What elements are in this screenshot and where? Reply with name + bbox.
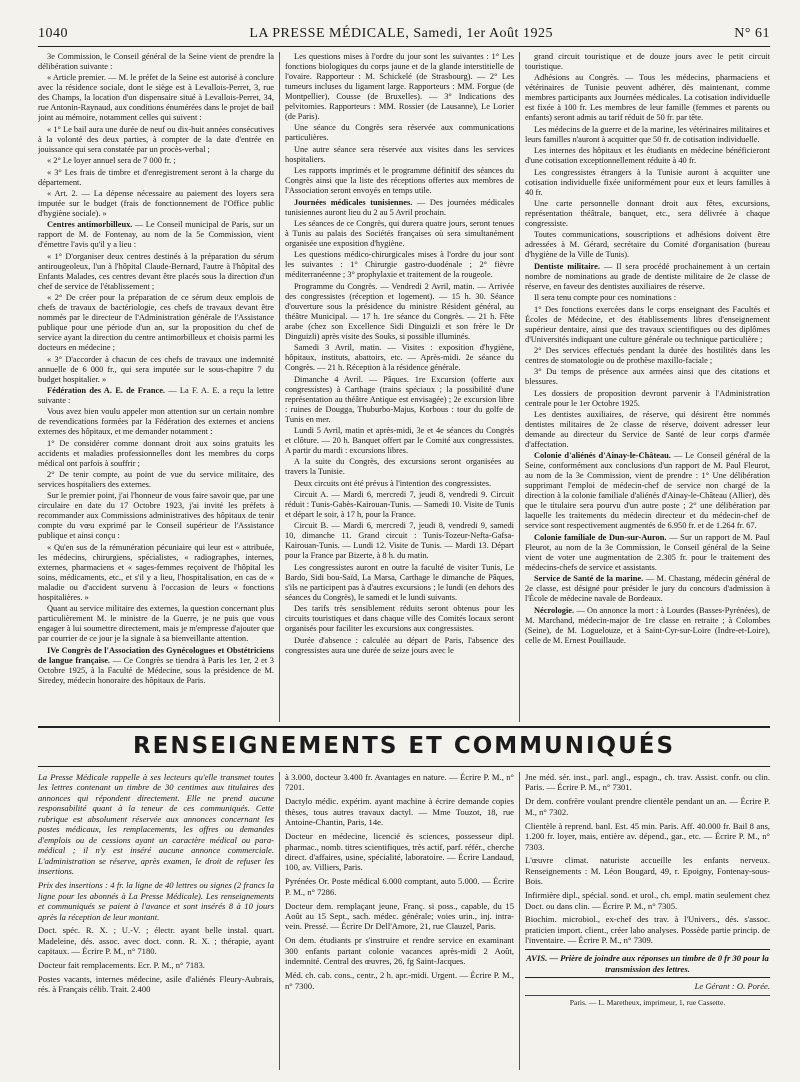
article-text: — Ce Congrès se tiendra à Paris les 1er, 2 et 3 Octobre 1925, à la Faculté de Médecine, sous la présidence de M. Siredey, médecin honoraire des hôpitaux de Paris. bbox=[38, 655, 274, 685]
issue-number: N° 61 bbox=[734, 26, 770, 41]
article-paragraph: 2° De tenir compte, au point de vue du service militaire, des services hospitaliers des externes. bbox=[38, 470, 274, 490]
section-rule bbox=[38, 766, 770, 767]
section-rule bbox=[38, 726, 770, 728]
column-divider bbox=[279, 52, 280, 722]
article-heading: IVe Congrès de l'Association des Gynécologues et Obstétriciens de langue française. bbox=[38, 645, 274, 665]
article-column-2 bbox=[285, 52, 514, 724]
article-paragraph: « Art. 2. — La dépense nécessaire au paiement des loyers sera imputée sur le budget (frais de fonctionnement de l'Office public d'hygiène sociale). » bbox=[38, 188, 274, 218]
classified-ad: Clientèle à reprend. banl. Est. 45 min. Paris. Aff. 40.000 fr. Bail 8 ans, 1.200 fr. loyer, mais, entière av. dépend., gar., etc. — Écrire P. M., n° 7303. bbox=[525, 820, 770, 852]
classified-ad: Pyrénées Or. Poste médical 6.000 comptant, auto 5.000. — Écrire P. M., n° 7286. bbox=[285, 876, 514, 897]
article-heading: Nécrologie. bbox=[534, 605, 575, 615]
header-rule bbox=[38, 46, 770, 47]
article-paragraph: Programme du Congrès. — Vendredi 2 Avril, matin. — Arrivée des congressistes (réception et logement). — 15 h. 30. Séance d'ouverture sous la présidence du ministre Résident général, au théâtre Municipal. — 17 h. 1re séance du Congrès. — 21 h. Fête arabe (chez son Excellence Sidi Dinguizli et son frère le Dr Dinguizli) après visite des Souks, si possible illuminés. bbox=[285, 281, 514, 341]
article-paragraph: Les médecins de la guerre et de la marine, les vétérinaires militaires et leurs familles n'auront à acquitter que 50 fr. de cotisation individuelle. bbox=[525, 124, 770, 144]
article-paragraph: Des tarifs très sensiblement réduits seront obtenus pour les circuits touristiques et dans chaque ville des Comités locaux seront organisés pour faciliter les excursions aux congressistes. bbox=[285, 604, 514, 634]
publication-title: LA PRESSE MÉDICALE, Samedi, 1er Août 1925 bbox=[249, 26, 553, 41]
article-paragraph: 3e Commission, le Conseil général de la Seine vient de prendre la délibération suivante : bbox=[38, 52, 274, 71]
article-heading: Dentiste militaire. bbox=[534, 261, 600, 271]
article-paragraph: « Article premier. — M. le préfet de la Seine est autorisé à conclure avec la résidence sociale, dont le siège est à Levallois-Perret, 3, rue des Champs, la location d'un dispensaire situé à Levallois-Perret, 34, rue Antonin-Raynaud, aux conditions énumérées dans le projet de bail joint au mémoire, notamment celles qui suivent : bbox=[38, 73, 274, 123]
article-paragraph bbox=[525, 451, 770, 531]
article-paragraph: Les rapports imprimés et le programme définitif des séances du Congrès ainsi que la liste des réceptions offertes aux membres de l'Association seront envoyés en temps utile. bbox=[285, 166, 514, 196]
article-paragraph: Une carte personnelle donnant droit aux fêtes, excursions, représentation théâtrale, banquet, etc., sera délivrée à chaque congressiste. bbox=[525, 198, 770, 228]
article-paragraph: 1° Des fonctions exercées dans le corps enseignant des Facultés et Écoles de Médecine, et des établissements libres d'enseignement supérieur dentaire, ainsi que des travaux scientifiques ou des diplômes d'Universités indiquant une culture générale ou technique particulière ; bbox=[525, 304, 770, 344]
classified-ad: Docteur dem. remplaçant jeune, Franç. si poss., capable, du 15 Août au 15 Sept., sach. médec. générale; voies urin., inj. intra-vein. Pressé. — Écrire Dr Dell'Amore, 21, rue Clauzel, Paris. bbox=[285, 900, 514, 932]
classified-notice: La Presse Médicale rappelle à ses lecteurs qu'elle transmet toutes les lettres contenant un timbre de 30 centimes aux titulaires des annonces qui répondent directement. Elle ne prend aucune responsabilité quant à la teneur de ces communiqués. Cette rubrique est absolument réservée aux annonces concernant les postes médicaux, les remplacements, les offres ou demandes d'emplois ou de cessions ayant un caractère médical ou para-médical ; il n'y est inséré aucune annonce commerciale. L'administration se réserve, après examen, le droit de refuser les insertions. bbox=[38, 772, 274, 877]
article-paragraph: Quant au service militaire des externes, la question concernant plus particulièrement M. le ministre de la Guerre, je ne puis que vous engager à lui soumettre directement, mais je m'empresse d'ajouter que par courrier de ce jour je la signale à sa bienveillante attention. bbox=[38, 604, 274, 644]
article-paragraph: Toutes communications, souscriptions et adhésions doivent être adressées à M. Gérard, secrétaire du Comité d'organisation (bureau d'hygiène de la Ville de Tunis). bbox=[525, 230, 770, 260]
article-paragraph: Dimanche 4 Avril. — Pâques. 1re Excursion (offerte aux congressistes) à Carthage (trains spéciaux ; la possibilité d'une représentation au théâtre Antique est envisagée) ; 2e excursion libre : ruines de Dougga, Thuburbo-Majus, Korbous : tour du golfe de Tunis en mer. bbox=[285, 374, 514, 424]
classified-ad: Docteur en médecine, licencié ès sciences, possesseur dipl. pharmac., nomb. titres scientifiques, très actif, parf. référ., cherche direct. d'affaires, usine, spécialité, laboratoire. — Écrire Landaud, 100, av. Villiers, Paris. bbox=[285, 831, 514, 873]
article-paragraph: Les congressistes étrangers à la Tunisie auront à acquitter une cotisation individuelle fixée uniformément pour eux et leurs familles à 40 fr. bbox=[525, 167, 770, 197]
article-text: — La F. A. E. a reçu la lettre suivante : bbox=[38, 385, 274, 405]
classified-ad: Infirmière dipl., spécial. sond. et urol., ch. empl. matin seulement chez Doct. ou dans clin. — Écrire P. M., n° 7305. bbox=[525, 890, 770, 911]
article-paragraph: grand circuit touristique et de douze jours avec le petit circuit touristique. bbox=[525, 52, 770, 71]
page-number: 1040 bbox=[38, 26, 68, 41]
article-text: — Des journées médicales tunisiennes auront lieu du 2 au 5 Avril prochain. bbox=[285, 197, 514, 217]
classified-ad: à 3.000, docteur 3.400 fr. Avantages en nature. — Écrire P. M., n° 7201. bbox=[285, 772, 514, 793]
article-paragraph: 1° De considérer comme donnant droit aux soins gratuits les accidents et maladies professionnelles dont les membres du corps médical ont parfois à souffrir ; bbox=[38, 438, 274, 468]
column-divider bbox=[519, 772, 520, 1070]
article-text: — Le Conseil municipal de Paris, sur un rapport de M. de Fontenay, au nom de la 5e Commission, vient d'émettre l'avis qu'il y a lieu : bbox=[38, 220, 274, 250]
article-paragraph: Les dentistes auxiliaires, de réserve, qui désirent être nommés dentistes militaires de 2e classe de réserve, doivent adresser leur demande au directeur du Service de Santé de leur corps d'armée d'affectation. bbox=[525, 410, 770, 450]
article-paragraph: 2° Des services effectués pendant la durée des hostilités dans les centres de stomatologie ou de prothèse maxillo-faciale ; bbox=[525, 345, 770, 365]
article-paragraph: Durée d'absence : calculée au départ de Paris, l'absence des congressistes aura une durée de seize jours avec le bbox=[285, 635, 514, 655]
article-column-1 bbox=[38, 52, 274, 724]
article-paragraph bbox=[525, 574, 770, 604]
article-paragraph bbox=[38, 646, 274, 686]
article-paragraph: Deux circuits ont été prévus à l'intention des congressistes. bbox=[294, 478, 492, 488]
classified-ad: Doct. spéc. R. X. ; U.-V. ; électr. ayant belle instal. quart. Madeleine, dés. assoc. avec doct. conn. R. X. ; thérapie, ayant capitaux. — Écrire P. M., n° 7180. bbox=[38, 925, 274, 957]
article-paragraph: « 2° Le loyer annuel sera de 7 000 fr. ; bbox=[47, 156, 176, 166]
article-paragraph: Les dossiers de proposition devront parvenir à l'Administration centrale pour le 1er Octobre 1925. bbox=[525, 388, 770, 408]
article-paragraph bbox=[525, 533, 770, 573]
article-paragraph: A la suite du Congrès, des excursions seront organisées au travers la Tunisie. bbox=[285, 457, 514, 477]
article-paragraph: « 2° De créer pour la préparation de ce sérum deux emplois de chefs de travaux de bactériologie, ces chefs de travaux devant être nommés par le directeur de l'Administration générale de l'Assistance publique pour une période d'un an, sur la proposition du chef de service ayant la direction du centre antimorbilleux et choisis parmi les docteurs en médecine ; bbox=[38, 293, 274, 353]
printer-imprint: Paris. — L. Maretheux, imprimeur, 1, rue Cassette. bbox=[525, 995, 770, 1007]
article-paragraph bbox=[38, 220, 274, 250]
article-paragraph: Une séance du Congrès sera réservée aux communications particulières. bbox=[285, 123, 514, 143]
article-heading: Colonie d'aliénés d'Ainay-le-Château. bbox=[534, 451, 671, 461]
article-paragraph: Samedi 3 Avril, matin. — Visites : exposition d'hygiène, hôpitaux, instituts, abattoirs, etc. — Après-midi. 2e séance du Congrès. — 21 h. Réception à la résidence générale. bbox=[285, 343, 514, 373]
classified-column-2 bbox=[285, 772, 514, 1072]
article-text: — Sur un rapport de M. Paul Fleurot, au nom de la 3e Commission, le Conseil général de la Seine vient de voter une augmentation de 2.305 fr. pour le traitement des médecins-chefs de service et assistants. bbox=[525, 532, 770, 572]
article-heading: Journées médicales tunisiennes. bbox=[294, 197, 413, 207]
article-column-3 bbox=[525, 52, 770, 724]
article-paragraph: Il sera tenu compte pour ces nominations : bbox=[534, 293, 677, 303]
article-heading: Colonie familiale de Dun-sur-Auron. bbox=[534, 532, 667, 542]
article-paragraph: Les questions mises à l'ordre du jour sont les suivantes : 1° Les fonctions biologiques du corps jaune et de la glande interstitielle de l'ovaire. Rapporteur : M. Schickelé (de Strasbourg). — 2° Les tumeurs incluses du ligament large. Rapporteurs : MM. Forgue (de Montpellier), Cousse (de Bruxelles). — 3° Indications des pelvitomies. Rapporteurs : MM. Rossier (de Lausanne), Le Lorier (de Paris). bbox=[285, 52, 514, 121]
article-text: — Il sera procédé prochainement à un certain nombre de nominations au grade de dentiste militaire de 2e classe de réserve, en faveur des dentistes auxiliaires de réserve. bbox=[525, 261, 770, 291]
classified-column-3 bbox=[525, 772, 770, 1072]
article-paragraph: « Qu'en sus de la rémunération pécuniaire qui leur est « attribuée, les médecins, chirurgiens, spécialistes, « radiographes, internes, externes, pharmaciens et « sages-femmes reçoivent de l'hôpital les soins, médicaments, etc., et s'il y a lieu, l'hospitalisation, en cas de « maladie ou d'accident survenu à l'occasion de leurs « fonctions hospitalières. » bbox=[38, 542, 274, 602]
article-paragraph: Vous avez bien voulu appeler mon attention sur un certain nombre de revendications formées par la Fédération des externes et anciens externes des hôpitaux, et me demander notamment : bbox=[38, 407, 274, 437]
article-paragraph: « 1° Le bail aura une durée de neuf ou dix-huit années consécutives à la volonté des deux parties, à compter de la date d'entrée en jouissance qui sera constatée par un procès-verbal ; bbox=[38, 124, 274, 154]
article-paragraph: 3° Du temps de présence aux armées ainsi que des citations et blessures. bbox=[525, 367, 770, 387]
article-paragraph: Les congressistes auront en outre la faculté de visiter Tunis, Le Bardo, Sidi bou-Saïd, La Marsa, Carthage le dimanche de Pâques, s'ils ne participent pas à d'autres excursions ; le lundi (en dehors des séances du Congrès), le samedi et le lundi suivants. bbox=[285, 562, 514, 602]
classified-ad: Docteur fait remplacements. Ecr. P. M., n° 7183. bbox=[38, 960, 205, 971]
article-heading: Fédération des A. E. de France. bbox=[47, 385, 165, 395]
classified-ad: Dactylo médic. expérim. ayant machine à écrire demande copies thèses, tous autres travaux dactyl. — Mme Touzot, 18, rue Antoine-Chantin, Paris, 14e. bbox=[285, 796, 514, 828]
column-divider bbox=[519, 52, 520, 722]
page-header bbox=[38, 24, 770, 42]
article-paragraph bbox=[525, 606, 770, 646]
article-paragraph: « 3° D'accorder à chacun de ces chefs de travaux une indemnité annuelle de 6 000 fr., qui sera imputée sur le sous-chapitre 7 du budget hospitalier. » bbox=[38, 354, 274, 384]
classified-ad: On dem. étudiants pr s'instruire et rendre service en examinant 300 enfants partant colonie vacances après-midi 2 Août, indemnité. Central des œuvres, 26, fg Saint-Jacques. bbox=[285, 935, 514, 967]
article-paragraph: « 1° D'organiser deux centres destinés à la préparation du sérum antirougeoleux, l'un à l'hôpital Claude-Bernard, l'autre à l'hôpital des Enfants Malades, ces centres devant être placés sous la direction d'un chef de service de l'établissement ; bbox=[38, 251, 274, 291]
article-paragraph bbox=[285, 198, 514, 218]
article-paragraph: Circuit A. — Mardi 6, mercredi 7, jeudi 8, vendredi 9. Circuit réduit : Tunis-Gabès-Kairouan-Tunis. — Samedi 10. Visite de Tunis et départ le soir, à 17 h, pour la France. bbox=[285, 490, 514, 520]
classified-ad: Dr dem. confrère voulant prendre clientèle pendant un an. — Écrire P. M., n° 7302. bbox=[525, 796, 770, 817]
notice-box: AVIS. — Prière de joindre aux réponses un timbre de 0 fr 30 pour la transmission des lettres. bbox=[525, 949, 770, 978]
article-text: — Le Conseil général de la Seine, conformément aux conclusions d'un rapport de M. Paul Fleurot, au nom de la 3e Commission, vient de prendre : 1° Une délibération supprimant l'emploi de médecin-chef de service non chargé de la direction à la colonie familiale d'aliénés d'Ainay-le-Château (Allier), dès que le titulaire sera pourvu d'un autre poste ; 2° une délibération par laquelle les traitements du médecin directeur et du médecin-chef de service sont respectivement augmentés de 6.950 fr. et de 1.264 fr. 67. bbox=[525, 451, 770, 531]
classified-ad: Postes vacants, internes médecine, asile d'aliénés Fleury-Aubrais, rés. à Français célib. Trait. 2.400 bbox=[38, 973, 274, 995]
article-paragraph: Les séances de ce Congrès, qui durera quatre jours, seront tenues à Tunis au palais des Sociétés françaises où sera simultanément organisée une exposition d'hygiène. bbox=[285, 218, 514, 248]
article-paragraph: Lundi 5 Avril, matin et après-midi, 3e et 4e séances du Congrès et clôture. — 20 h. Banquet offert par le Comité aux congressistes. A partir du mardi : excursions libres. bbox=[285, 425, 514, 455]
classified-ad: Méd. ch. cab. cons., centr., 2 h. apr.-midi. Urgent. — Écrire P. M., n° 7300. bbox=[285, 970, 514, 991]
article-paragraph: Circuit B. — Mardi 6, mercredi 7, jeudi 8, vendredi 9, samedi 10, dimanche 11. Grand circuit : Tunis-Tozeur-Nefta-Gafsa-Kairouan-Tunis. — Lundi 12. Visite de Tunis. — Mardi 13. Départ pour la France par Bizerte, à 8 h. du matin. bbox=[285, 521, 514, 561]
classified-ad: Biochim. microbiol., ex-chef des trav. à l'Univers., dés. s'assoc. praticien import. client., créer labo analyses. Possède partie princip. de l'inventaire. — Écrire P. M., n° 7309. bbox=[525, 914, 770, 946]
classified-column-1 bbox=[38, 772, 274, 1072]
classified-notice: Prix des insertions : 4 fr. la ligne de 40 lettres ou signes (2 francs la ligne pour les abonnés à La Presse Médicale). Les renseignements et communiqués se paient à l'avance et sont insérés 8 à 10 jours après la réception de leur montant. bbox=[38, 880, 274, 922]
manager-signature: Le Gérant : O. Porée. bbox=[694, 981, 770, 992]
article-heading: Centres antimorbilleux. bbox=[47, 220, 133, 230]
classified-ad: Jne méd. sér. inst., parl. angl., espagn., ch. trav. Assist. confr. ou clin. Paris. — Écrire P. M., n° 7301. bbox=[525, 772, 770, 793]
article-paragraph: « 3° Les frais de timbre et d'enregistrement seront à la charge du département. bbox=[38, 167, 274, 187]
article-paragraph: Une autre séance sera réservée aux visites dans les services hospitaliers. bbox=[285, 144, 514, 164]
article-paragraph bbox=[525, 262, 770, 292]
article-text: — M. Chastang, médecin général de 2e classe, est désigné pour présider le jury du concours d'admission à l'École de médecine navale de Bordeaux. bbox=[525, 574, 770, 604]
classified-ad: L'œuvre climat. naturiste accueille les enfants nerveux. Renseignements : M. Léon Bougard, 49, r. Epoigny, Fontenay-sous-Bois. bbox=[525, 855, 770, 887]
article-paragraph: Sur le premier point, j'ai l'honneur de vous faire savoir que, par une circulaire en date du 17 Octobre 1923, j'ai invité les préfets à recommander aux Commissions administratives des hôpitaux de tenir compte du vœu exprimé par le Conseil supérieur de l'Assistance publique et ainsi conçu : bbox=[38, 491, 274, 541]
article-heading: Service de Santé de la marine. bbox=[534, 574, 644, 584]
article-paragraph bbox=[38, 386, 274, 406]
article-paragraph: Les internes des hôpitaux et les étudiants en médecine bénéficieront d'une cotisation exceptionnellement réduite à 40 fr. bbox=[525, 146, 770, 166]
article-paragraph: Les questions médico-chirurgicales mises à l'ordre du jour sont les suivantes : 1° Chirurgie gastro-duodénale ; 2° fièvre méditerranéenne ; 3° prophylaxie et traitement de la rougeole. bbox=[285, 250, 514, 280]
section-banner: RENSEIGNEMENTS ET COMMUNIQUÉS bbox=[132, 733, 676, 759]
article-paragraph: Adhésions au Congrès. — Tous les médecins, pharmaciens et vétérinaires de Tunisie peuvent adhérer, dès maintenant, comme membres participants aux Journées médicales. La cotisation individuelle est fixée à 100 fr. Les membres de leur famille (femmes et parents ou enfants) seront admis au tarif réduit de 50 fr. par tête. bbox=[525, 73, 770, 123]
article-text: — On annonce la mort : à Lourdes (Basses-Pyrénées), de M. Marchand, médecin-major de 1re classe en retraite ; à Colombes (Seine), de M. Loguelouze, et à Saint-Cyr-sur-Loire (Indre-et-Loire), celle de M. Ernest Pouillaude. bbox=[525, 605, 770, 645]
column-divider bbox=[279, 772, 280, 1070]
